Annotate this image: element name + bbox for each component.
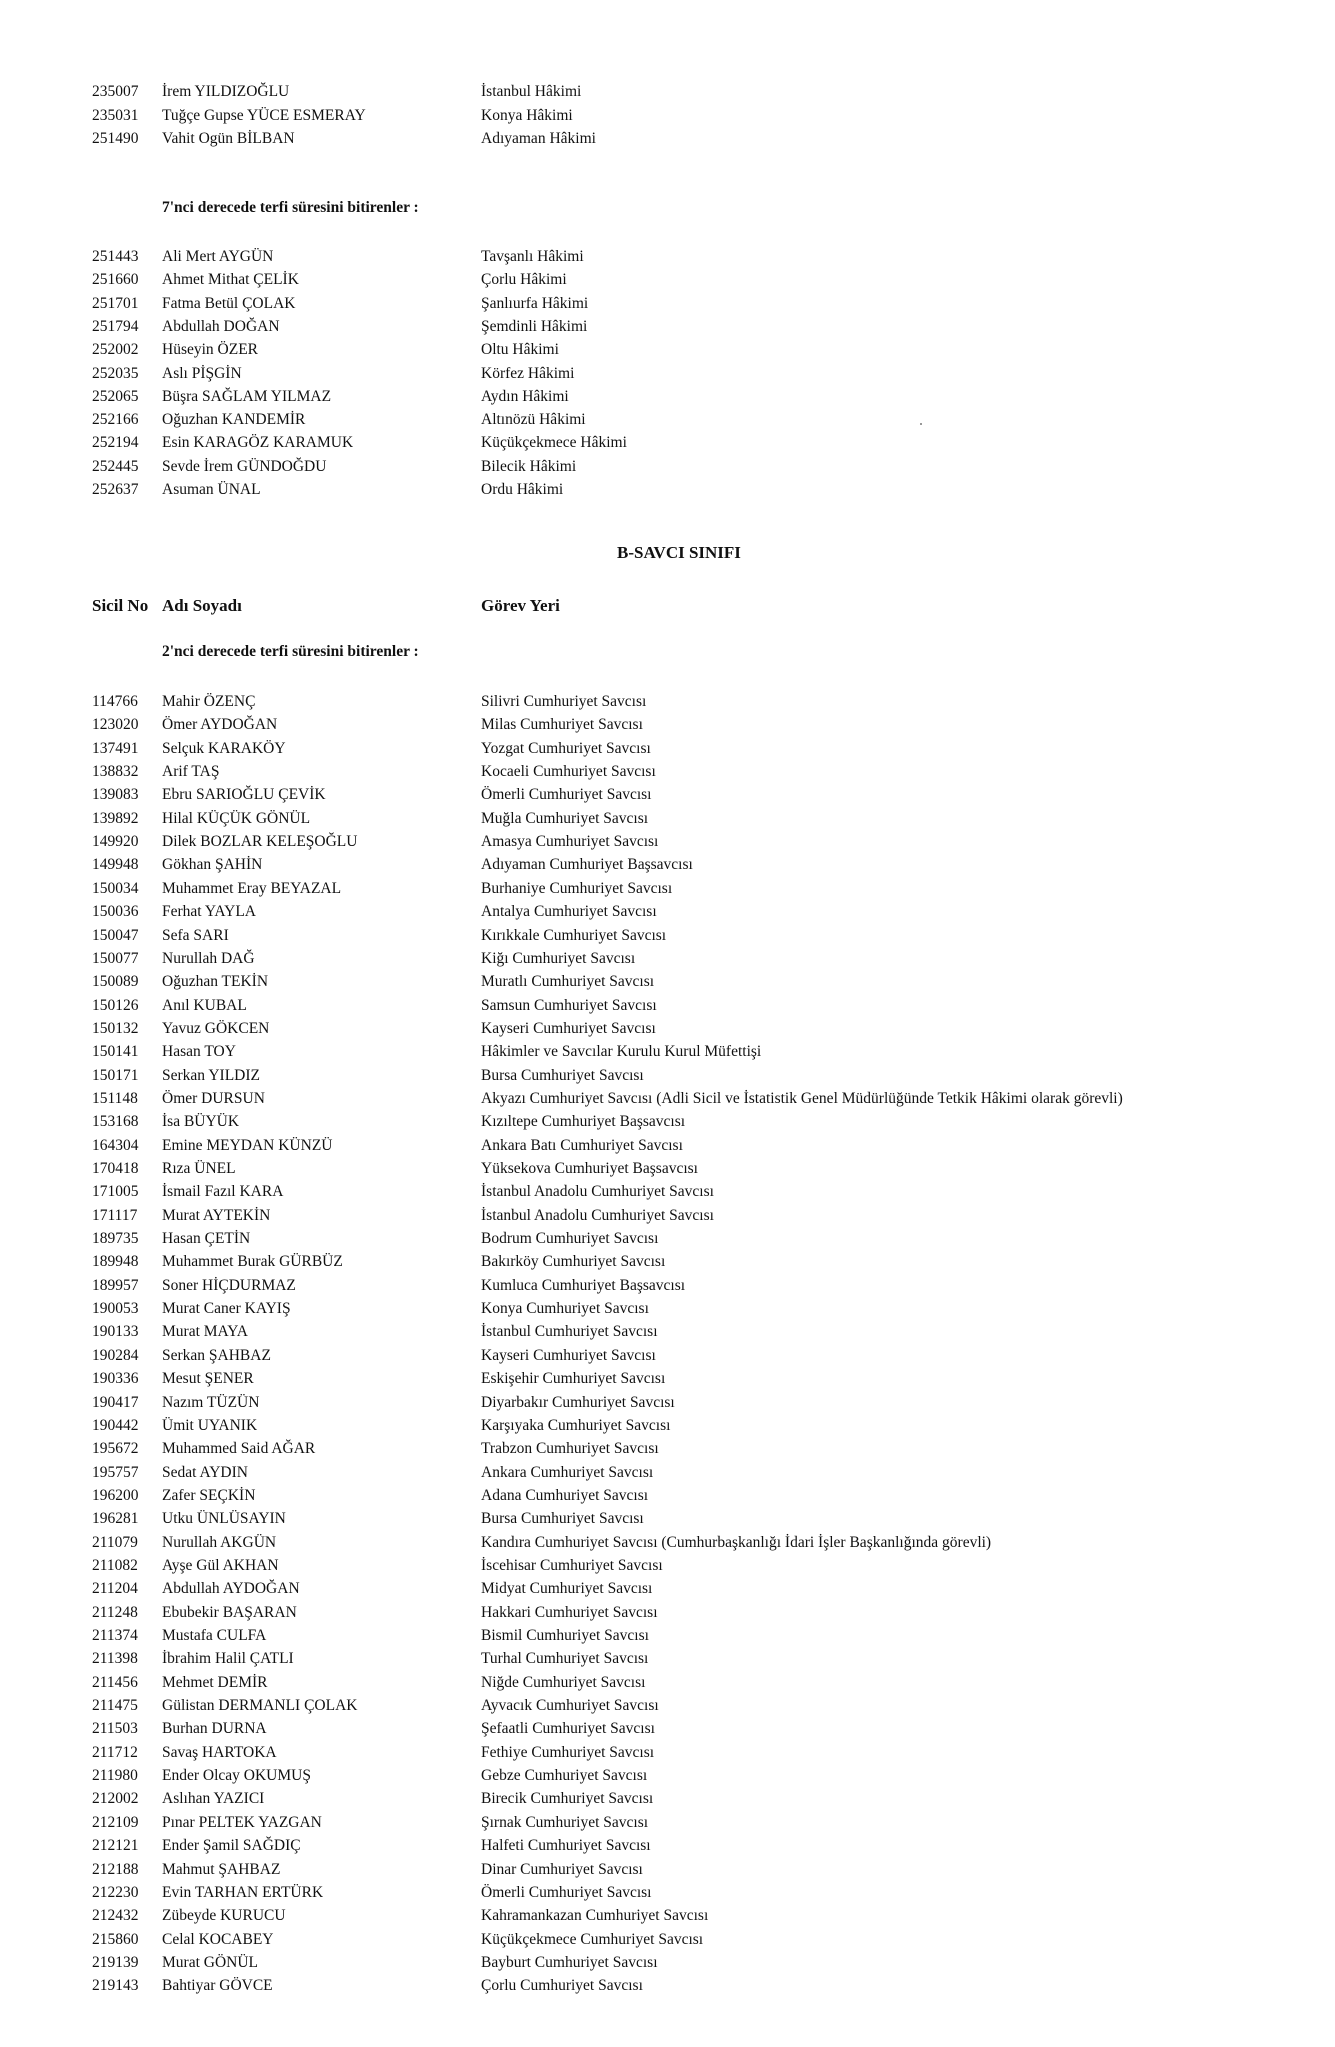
name-cell: Ayşe Gül AKHAN — [162, 1556, 279, 1574]
place-cell: Oltu Hâkimi — [481, 341, 559, 359]
name-cell: Serkan ŞAHBAZ — [162, 1346, 271, 1364]
sicil-cell: 151148 — [92, 1089, 138, 1107]
place-cell: Adana Cumhuriyet Savcısı — [481, 1486, 649, 1504]
place-cell: Şemdinli Hâkimi — [481, 317, 588, 335]
sicil-cell: 190336 — [92, 1370, 139, 1388]
place-cell: Ankara Batı Cumhuriyet Savcısı — [481, 1136, 683, 1154]
name-cell: Hasan ÇETİN — [162, 1230, 251, 1248]
name-cell: Nazım TÜZÜN — [162, 1393, 260, 1411]
sicil-cell: 190417 — [92, 1393, 139, 1411]
name-cell: Gökhan ŞAHİN — [162, 856, 263, 874]
name-cell: Mesut ŞENER — [162, 1370, 254, 1388]
name-cell: Hilal KÜÇÜK GÖNÜL — [162, 809, 311, 827]
sicil-cell: 150126 — [92, 996, 139, 1014]
sicil-cell: 150171 — [92, 1066, 139, 1084]
name-cell: Muhammet Burak GÜRBÜZ — [162, 1253, 343, 1271]
name-cell: Hüseyin ÖZER — [162, 341, 259, 359]
place-cell: Kandıra Cumhuriyet Savcısı (Cumhurbaşkanlığı İdari İşler Başkanlığında görevli) — [481, 1533, 992, 1551]
sicil-cell: 211079 — [92, 1533, 138, 1551]
name-cell: Aslıhan YAZICI — [162, 1790, 265, 1808]
sicil-cell: 219143 — [92, 1977, 139, 1995]
sicil-cell: 252065 — [92, 387, 139, 405]
sicil-cell: 195672 — [92, 1440, 139, 1458]
place-cell: Altınözü Hâkimi — [481, 411, 586, 429]
name-cell: Mahir ÖZENÇ — [162, 693, 256, 710]
name-cell: Serkan YILDIZ — [162, 1066, 260, 1084]
place-cell: Konya Hâkimi — [481, 106, 573, 124]
place-cell: Çorlu Cumhuriyet Savcısı — [481, 1977, 643, 1995]
place-cell: İscehisar Cumhuriyet Savcısı — [481, 1556, 663, 1574]
sicil-cell: 190442 — [92, 1416, 139, 1434]
sicil-cell: 211398 — [92, 1650, 138, 1668]
name-cell: Ömer DURSUN — [162, 1089, 265, 1107]
sicil-cell: 150132 — [92, 1019, 139, 1037]
sicil-cell: 170418 — [92, 1160, 139, 1177]
sicil-cell: 150077 — [92, 949, 139, 967]
name-cell: Tuğçe Gupse YÜCE ESMERAY — [162, 106, 366, 124]
sicil-cell: 150089 — [92, 973, 139, 991]
sicil-cell: 251660 — [92, 271, 139, 289]
place-cell: Silivri Cumhuriyet Savcısı — [481, 693, 647, 710]
sicil-cell: 150047 — [92, 926, 139, 944]
sicil-cell: 212432 — [92, 1907, 139, 1925]
name-cell: Sevde İrem GÜNDOĞDU — [162, 457, 327, 475]
sicil-cell: 150036 — [92, 903, 139, 921]
sicil-cell: 150034 — [92, 879, 139, 897]
header-place: Görev Yeri — [481, 596, 560, 615]
sicil-cell: 235007 — [92, 83, 139, 100]
name-cell: Sefa SARI — [162, 926, 229, 944]
place-cell: Yozgat Cumhuriyet Savcısı — [481, 739, 651, 757]
sicil-cell: 215860 — [92, 1930, 139, 1948]
place-cell: Hâkimler ve Savcılar Kurulu Kurul Müfettişi — [481, 1043, 762, 1061]
sicil-cell: 252445 — [92, 457, 139, 475]
name-cell: Ender Şamil SAĞDIÇ — [162, 1837, 301, 1855]
place-cell: Bodrum Cumhuriyet Savcısı — [481, 1230, 659, 1248]
name-cell: Pınar PELTEK YAZGAN — [162, 1813, 322, 1831]
name-cell: Fatma Betül ÇOLAK — [162, 294, 296, 312]
place-cell: Dinar Cumhuriyet Savcısı — [481, 1860, 643, 1878]
sicil-cell: 251701 — [92, 294, 139, 312]
place-cell: İstanbul Hâkimi — [481, 83, 582, 100]
place-cell: Adıyaman Cumhuriyet Başsavcısı — [481, 856, 693, 874]
sicil-cell: 123020 — [92, 716, 139, 734]
name-cell: Savaş HARTOKA — [162, 1743, 277, 1761]
place-cell: İstanbul Cumhuriyet Savcısı — [481, 1323, 658, 1341]
name-cell: Muhammed Said AĞAR — [162, 1440, 316, 1458]
name-cell: Gülistan DERMANLI ÇOLAK — [162, 1697, 358, 1715]
name-cell: Ümit UYANIK — [162, 1416, 258, 1434]
name-cell: Evin TARHAN ERTÜRK — [162, 1883, 324, 1901]
place-cell: Muğla Cumhuriyet Savcısı — [481, 809, 649, 827]
place-cell: Halfeti Cumhuriyet Savcısı — [481, 1837, 651, 1855]
name-cell: Murat MAYA — [162, 1323, 248, 1341]
name-cell: Emine MEYDAN KÜNZÜ — [162, 1136, 333, 1154]
name-cell: Nurullah AKGÜN — [162, 1533, 277, 1551]
sicil-cell: 212230 — [92, 1883, 139, 1901]
place-cell: Ömerli Cumhuriyet Savcısı — [481, 1883, 652, 1901]
place-cell: Ordu Hâkimi — [481, 481, 564, 498]
sicil-cell: 211503 — [92, 1720, 138, 1738]
sicil-cell: 153168 — [92, 1113, 139, 1131]
sicil-cell: 211248 — [92, 1603, 138, 1621]
place-cell: Aydın Hâkimi — [481, 387, 569, 405]
name-cell: Ferhat YAYLA — [162, 903, 256, 921]
name-cell: İrem YILDIZOĞLU — [162, 83, 290, 100]
name-cell: Dilek BOZLAR KELEŞOĞLU — [162, 833, 358, 851]
place-cell: Eskişehir Cumhuriyet Savcısı — [481, 1370, 666, 1388]
name-cell: Aslı PİŞGİN — [162, 364, 242, 382]
name-cell: Oğuzhan KANDEMİR — [162, 411, 306, 429]
sicil-cell: 137491 — [92, 739, 139, 757]
sicil-cell: 251490 — [92, 130, 139, 147]
name-cell: Asuman ÜNAL — [162, 481, 261, 498]
sicil-cell: 212121 — [92, 1837, 139, 1855]
name-cell: Vahit Ogün BİLBAN — [162, 130, 295, 147]
name-cell: Hasan TOY — [162, 1043, 236, 1061]
place-cell: Bayburt Cumhuriyet Savcısı — [481, 1953, 658, 1971]
place-cell: Bursa Cumhuriyet Savcısı — [481, 1510, 644, 1528]
sicil-cell: 212002 — [92, 1790, 139, 1808]
place-cell: Antalya Cumhuriyet Savcısı — [481, 903, 657, 921]
place-cell: Şefaatli Cumhuriyet Savcısı — [481, 1720, 655, 1738]
place-cell: İstanbul Anadolu Cumhuriyet Savcısı — [481, 1206, 714, 1224]
savci-section-title: B-SAVCI SINIFI — [617, 543, 741, 562]
sicil-cell: 171005 — [92, 1183, 139, 1201]
sicil-cell: 211475 — [92, 1697, 138, 1715]
place-cell: Kocaeli Cumhuriyet Savcısı — [481, 763, 656, 781]
place-cell: Amasya Cumhuriyet Savcısı — [481, 833, 659, 851]
place-cell: Tavşanlı Hâkimi — [481, 248, 584, 265]
place-cell: Bismil Cumhuriyet Savcısı — [481, 1627, 649, 1644]
name-cell: Selçuk KARAKÖY — [162, 739, 286, 757]
place-cell: Bursa Cumhuriyet Savcısı — [481, 1066, 644, 1084]
sicil-cell: 251443 — [92, 248, 139, 265]
sicil-cell: 189735 — [92, 1230, 139, 1248]
name-cell: Utku ÜNLÜSAYIN — [162, 1510, 286, 1528]
name-cell: Sedat AYDIN — [162, 1463, 248, 1481]
place-cell: Şanlıurfa Hâkimi — [481, 294, 589, 312]
place-cell: Kayseri Cumhuriyet Savcısı — [481, 1019, 656, 1037]
name-cell: Murat Caner KAYIŞ — [162, 1300, 291, 1318]
sicil-cell: 190133 — [92, 1323, 139, 1341]
name-cell: Büşra SAĞLAM YILMAZ — [162, 387, 332, 405]
place-cell: Bilecik Hâkimi — [481, 457, 577, 475]
sicil-cell: 211082 — [92, 1556, 138, 1574]
sicil-cell: 164304 — [92, 1136, 139, 1154]
sicil-cell: 252035 — [92, 364, 139, 382]
place-cell: Akyazı Cumhuriyet Savcısı (Adli Sicil ve İstatistik Genel Müdürlüğünde Tetkik Hâkimi olarak görevli) — [481, 1089, 1123, 1107]
place-cell: Kızıltepe Cumhuriyet Başsavcısı — [481, 1113, 686, 1131]
name-cell: Murat AYTEKİN — [162, 1206, 271, 1224]
sicil-cell: 139083 — [92, 786, 139, 804]
sicil-cell: 150141 — [92, 1043, 139, 1061]
place-cell: Körfez Hâkimi — [481, 364, 575, 382]
place-cell: Kırıkkale Cumhuriyet Savcısı — [481, 926, 667, 944]
sicil-cell: 252637 — [92, 481, 139, 498]
name-cell: Muhammet Eray BEYAZAL — [162, 879, 342, 897]
place-cell: Samsun Cumhuriyet Savcısı — [481, 996, 657, 1014]
place-cell: Gebze Cumhuriyet Savcısı — [481, 1767, 648, 1785]
sicil-cell: 235031 — [92, 106, 139, 124]
place-cell: Niğde Cumhuriyet Savcısı — [481, 1673, 646, 1691]
name-cell: Ebru SARIOĞLU ÇEVİK — [162, 786, 326, 804]
name-cell: İsa BÜYÜK — [162, 1113, 240, 1131]
place-cell: Kahramankazan Cumhuriyet Savcısı — [481, 1907, 709, 1925]
name-cell: Burhan DURNA — [162, 1720, 267, 1738]
place-cell: Muratlı Cumhuriyet Savcısı — [481, 973, 655, 991]
name-cell: Murat GÖNÜL — [162, 1953, 258, 1971]
name-cell: Ali Mert AYGÜN — [162, 248, 274, 265]
place-cell: Ömerli Cumhuriyet Savcısı — [481, 786, 652, 804]
sicil-cell: 195757 — [92, 1463, 139, 1481]
sicil-cell: 211980 — [92, 1767, 138, 1785]
sicil-cell: 252194 — [92, 434, 139, 452]
sicil-cell: 196281 — [92, 1510, 139, 1528]
sicil-cell: 211374 — [92, 1627, 138, 1644]
sicil-cell: 190284 — [92, 1346, 139, 1364]
sicil-cell: 171117 — [92, 1206, 138, 1224]
name-cell: Yavuz GÖKCEN — [162, 1019, 270, 1037]
place-cell: Fethiye Cumhuriyet Savcısı — [481, 1743, 655, 1761]
place-cell: Birecik Cumhuriyet Savcısı — [481, 1790, 654, 1808]
name-cell: Zübeyde KURUCU — [162, 1907, 286, 1925]
name-cell: Rıza ÜNEL — [162, 1160, 236, 1177]
name-cell: Soner HİÇDURMAZ — [162, 1276, 296, 1294]
scan-speck — [920, 423, 922, 425]
place-cell: Bakırköy Cumhuriyet Savcısı — [481, 1253, 666, 1271]
place-cell: Trabzon Cumhuriyet Savcısı — [481, 1440, 659, 1458]
sicil-cell: 149948 — [92, 856, 139, 874]
name-cell: Anıl KUBAL — [162, 996, 247, 1014]
sicil-cell: 149920 — [92, 833, 139, 851]
name-cell: Ömer AYDOĞAN — [162, 716, 278, 734]
place-cell: Hakkari Cumhuriyet Savcısı — [481, 1603, 658, 1621]
sicil-cell: 211712 — [92, 1743, 138, 1761]
place-cell: İstanbul Anadolu Cumhuriyet Savcısı — [481, 1183, 714, 1201]
name-cell: Ender Olcay OKUMUŞ — [162, 1767, 311, 1785]
header-name: Adı Soyadı — [162, 596, 242, 615]
name-cell: Esin KARAGÖZ KARAMUK — [162, 434, 354, 452]
place-cell: Turhal Cumhuriyet Savcısı — [481, 1650, 649, 1668]
sicil-cell: 189957 — [92, 1276, 139, 1294]
name-cell: İsmail Fazıl KARA — [162, 1183, 284, 1201]
sicil-cell: 252002 — [92, 341, 139, 359]
name-cell: Mehmet DEMİR — [162, 1673, 268, 1691]
place-cell: Karşıyaka Cumhuriyet Savcısı — [481, 1416, 671, 1434]
name-cell: Arif TAŞ — [162, 763, 220, 781]
name-cell: Mustafa CULFA — [162, 1627, 267, 1644]
sicil-cell: 139892 — [92, 809, 139, 827]
place-cell: Adıyaman Hâkimi — [481, 130, 596, 147]
sicil-cell: 211456 — [92, 1673, 138, 1691]
name-cell: Nurullah DAĞ — [162, 949, 255, 967]
sicil-cell: 212188 — [92, 1860, 139, 1878]
sicil-cell: 219139 — [92, 1953, 139, 1971]
place-cell: Küçükçekmece Cumhuriyet Savcısı — [481, 1930, 704, 1948]
place-cell: Konya Cumhuriyet Savcısı — [481, 1300, 649, 1318]
sicil-cell: 138832 — [92, 763, 139, 781]
header-sicil: Sicil No — [92, 596, 149, 615]
place-cell: Ayvacık Cumhuriyet Savcısı — [481, 1697, 659, 1715]
place-cell: Diyarbakır Cumhuriyet Savcısı — [481, 1393, 675, 1411]
name-cell: İbrahim Halil ÇATLI — [162, 1650, 294, 1668]
sicil-cell: 211204 — [92, 1580, 138, 1598]
sicil-cell: 212109 — [92, 1813, 139, 1831]
sicil-cell: 196200 — [92, 1486, 139, 1504]
name-cell: Ahmet Mithat ÇELİK — [162, 271, 299, 289]
place-cell: Kumluca Cumhuriyet Başsavcısı — [481, 1276, 686, 1294]
place-cell: Çorlu Hâkimi — [481, 271, 567, 289]
sicil-cell: 189948 — [92, 1253, 139, 1271]
name-cell: Zafer SEÇKİN — [162, 1486, 256, 1504]
place-cell: Midyat Cumhuriyet Savcısı — [481, 1580, 653, 1598]
sicil-cell: 252166 — [92, 411, 139, 429]
name-cell: Ebubekir BAŞARAN — [162, 1603, 297, 1621]
place-cell: Kayseri Cumhuriyet Savcısı — [481, 1346, 656, 1364]
place-cell: Ankara Cumhuriyet Savcısı — [481, 1463, 654, 1481]
place-cell: Küçükçekmece Hâkimi — [481, 434, 627, 452]
name-cell: Mahmut ŞAHBAZ — [162, 1860, 281, 1878]
name-cell: Bahtiyar GÖVCE — [162, 1977, 273, 1995]
savci-subheading: 2'nci derecede terfi süresini bitirenler : — [162, 643, 419, 660]
sicil-cell: 251794 — [92, 317, 139, 335]
name-cell: Celal KOCABEY — [162, 1930, 274, 1948]
hakim-subheading: 7'nci derecede terfi süresini bitirenler : — [162, 199, 419, 216]
place-cell: Yüksekova Cumhuriyet Başsavcısı — [481, 1160, 698, 1177]
sicil-cell: 190053 — [92, 1300, 139, 1318]
place-cell: Burhaniye Cumhuriyet Savcısı — [481, 879, 673, 897]
place-cell: Kiğı Cumhuriyet Savcısı — [481, 949, 636, 967]
name-cell: Oğuzhan TEKİN — [162, 973, 269, 991]
name-cell: Abdullah DOĞAN — [162, 317, 280, 335]
place-cell: Şırnak Cumhuriyet Savcısı — [481, 1813, 649, 1831]
place-cell: Milas Cumhuriyet Savcısı — [481, 716, 643, 734]
name-cell: Abdullah AYDOĞAN — [162, 1580, 300, 1598]
sicil-cell: 114766 — [92, 693, 138, 710]
